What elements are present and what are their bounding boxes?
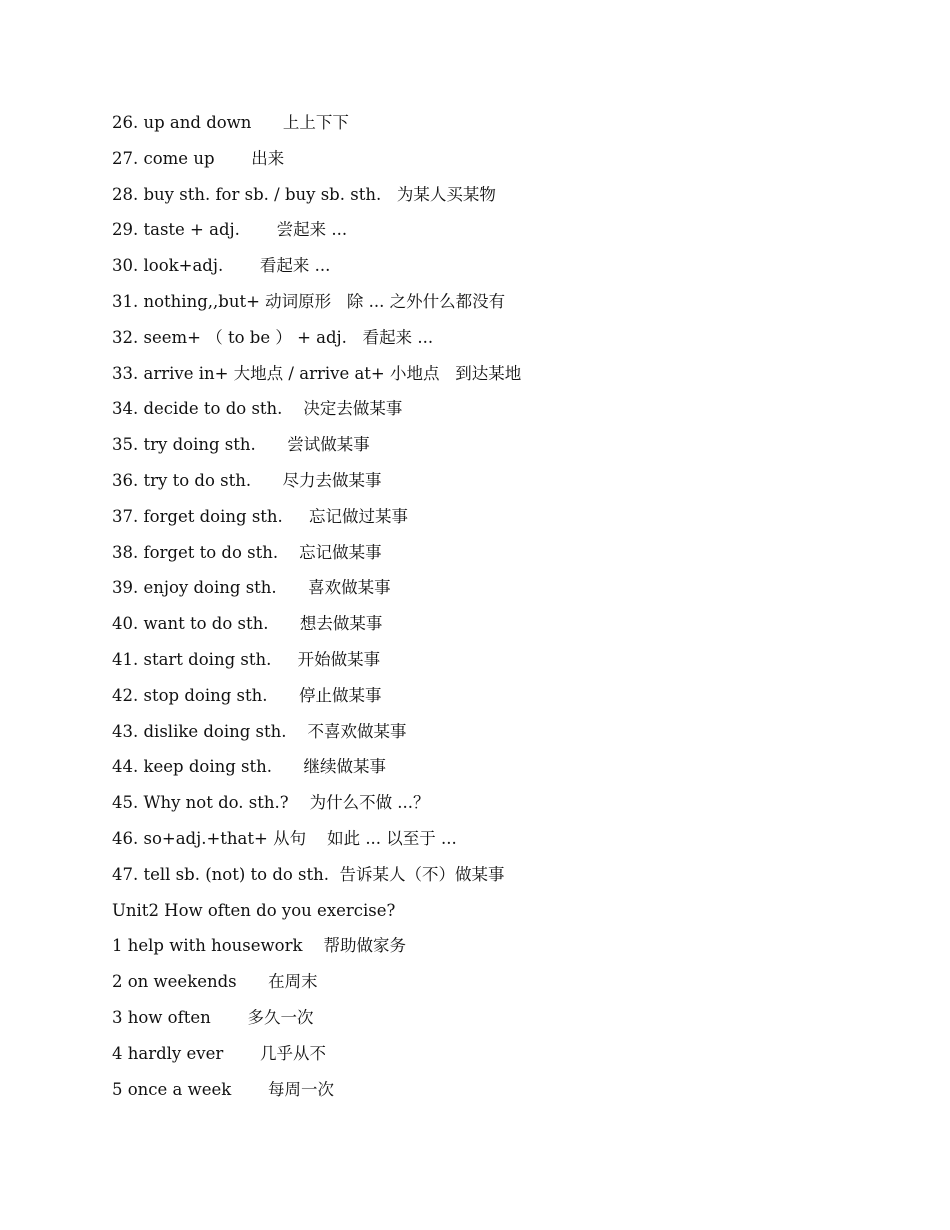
phrase-line-29: 29. taste + adj. 尝起来 ... <box>112 220 348 240</box>
phrase-line-47: 47. tell sb. (not) to do sth. 告诉某人（不）做某事 <box>112 864 505 884</box>
phrase-line-36: 36. try to do sth. 尽力去做某事 <box>112 470 382 490</box>
phrase-line-40: 40. want to do sth. 想去做某事 <box>112 614 383 634</box>
phrase-line-31: 31. nothing,,but+ 动词原形 除 ... 之外什么都没有 <box>112 291 506 311</box>
phrase-line-38: 38. forget to do sth. 忘记做某事 <box>112 542 382 562</box>
phrase-line-37: 37. forget doing sth. 忘记做过某事 <box>112 506 409 526</box>
unit2-phrase-5: 5 once a week 每周一次 <box>112 1079 335 1099</box>
document-page <box>112 105 872 1107</box>
phrase-line-28: 28. buy sth. for sb. / buy sb. sth. 为某人买某物 <box>112 184 496 204</box>
phrase-line-44: 44. keep doing sth. 继续做某事 <box>112 757 386 777</box>
unit2-phrase-3: 3 how often 多久一次 <box>112 1007 314 1027</box>
phrase-line-35: 35. try doing sth. 尝试做某事 <box>112 435 370 455</box>
phrase-line-42: 42. stop doing sth. 停止做某事 <box>112 685 382 705</box>
phrase-line-32: 32. seem+ （ to be ） + adj. 看起来 ... <box>112 327 434 347</box>
unit2-phrase-2: 2 on weekends 在周末 <box>112 972 318 992</box>
phrase-line-33: 33. arrive in+ 大地点 / arrive at+ 小地点 到达某地 <box>112 363 522 383</box>
phrase-line-30: 30. look+adj. 看起来 ... <box>112 256 331 276</box>
phrase-line-34: 34. decide to do sth. 决定去做某事 <box>112 399 403 419</box>
phrase-line-43: 43. dislike doing sth. 不喜欢做某事 <box>112 721 407 741</box>
unit-heading: Unit2 How often do you exercise? <box>112 900 396 920</box>
phrase-line-39: 39. enjoy doing sth. 喜欢做某事 <box>112 578 391 598</box>
phrase-line-27: 27. come up 出来 <box>112 148 285 168</box>
unit2-phrase-1: 1 help with housework 帮助做家务 <box>112 936 406 956</box>
phrase-line-46: 46. so+adj.+that+ 从句 如此 ... 以至于 ... <box>112 828 457 848</box>
unit2-phrase-4: 4 hardly ever 几乎从不 <box>112 1043 326 1063</box>
phrase-line-41: 41. start doing sth. 开始做某事 <box>112 649 381 669</box>
phrase-line-45: 45. Why not do. sth.? 为什么不做 ...？ <box>112 793 430 813</box>
phrase-line-26: 26. up and down 上上下下 <box>112 113 349 132</box>
